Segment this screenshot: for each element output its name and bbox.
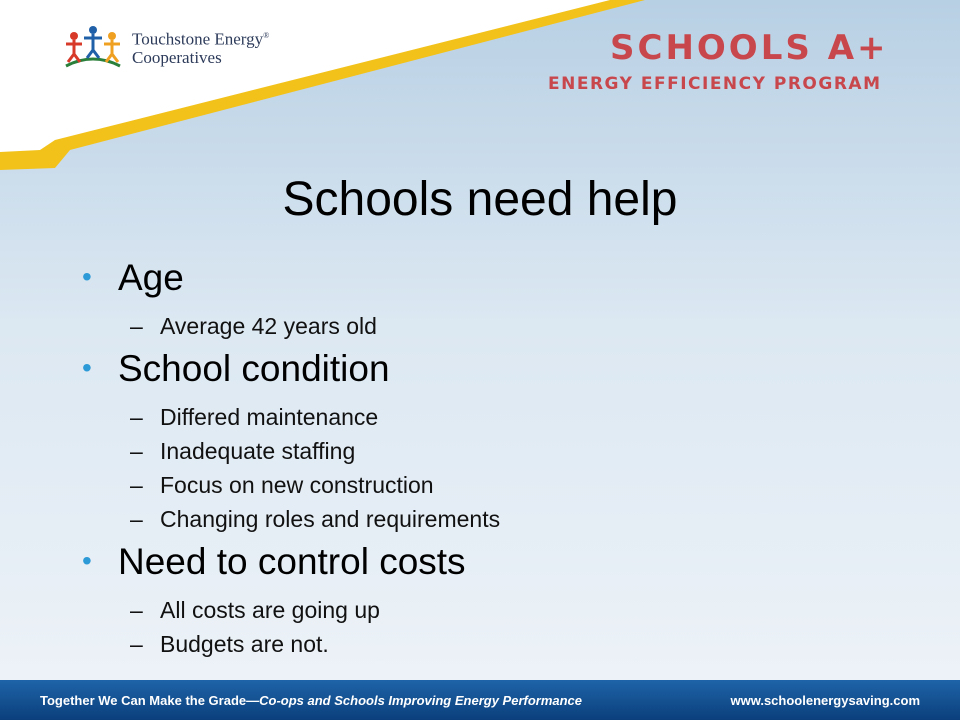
touchstone-logo [62, 22, 269, 72]
logo-line-2: Cooperatives [132, 47, 222, 67]
bullet-icon: • [82, 261, 92, 292]
footer-bar [0, 680, 960, 720]
dash-icon: – [130, 472, 143, 498]
list-item [82, 256, 942, 343]
footer-tagline [0, 693, 582, 708]
sub-item: Changing roles and requirements [160, 506, 501, 532]
brand-title: SCHOOLS A+ [610, 28, 889, 68]
slide-title: Schools need help [282, 173, 678, 226]
dash-icon: – [130, 438, 143, 464]
footer-url[interactable]: www.schoolenergysaving.com [730, 692, 920, 708]
list-item [82, 347, 942, 536]
sub-item: Budgets are not. [160, 631, 329, 657]
sub-item: Differed maintenance [160, 404, 379, 430]
sub-item: Focus on new construction [160, 472, 434, 498]
logo-line-1: Touchstone Energy [132, 29, 264, 49]
tagline-part-2: Co-ops and Schools Improving Energy Performance [259, 692, 583, 708]
dash-icon: – [130, 631, 143, 657]
bullet-icon: • [82, 545, 92, 576]
dash-icon: – [130, 404, 143, 430]
list-item [82, 540, 942, 661]
sub-item: Inadequate staffing [160, 438, 356, 464]
people-logo-icon [62, 22, 124, 72]
bullet-label: Need to control costs [118, 541, 466, 582]
bullet-list [82, 256, 942, 665]
dash-icon: – [130, 597, 143, 623]
sub-item: Average 42 years old [160, 313, 377, 339]
bullet-label: School condition [118, 348, 390, 389]
tagline-part-1: Together We Can Make the Grade— [40, 692, 260, 708]
program-brand [548, 28, 889, 94]
dash-icon: – [130, 506, 143, 532]
bullet-label: Age [118, 257, 184, 298]
bullet-icon: • [82, 352, 92, 383]
sub-item: All costs are going up [160, 597, 380, 623]
logo-registered-mark: ® [263, 31, 270, 41]
brand-subtitle: ENERGY EFFICIENCY PROGRAM [548, 74, 882, 94]
dash-icon: – [130, 313, 143, 339]
